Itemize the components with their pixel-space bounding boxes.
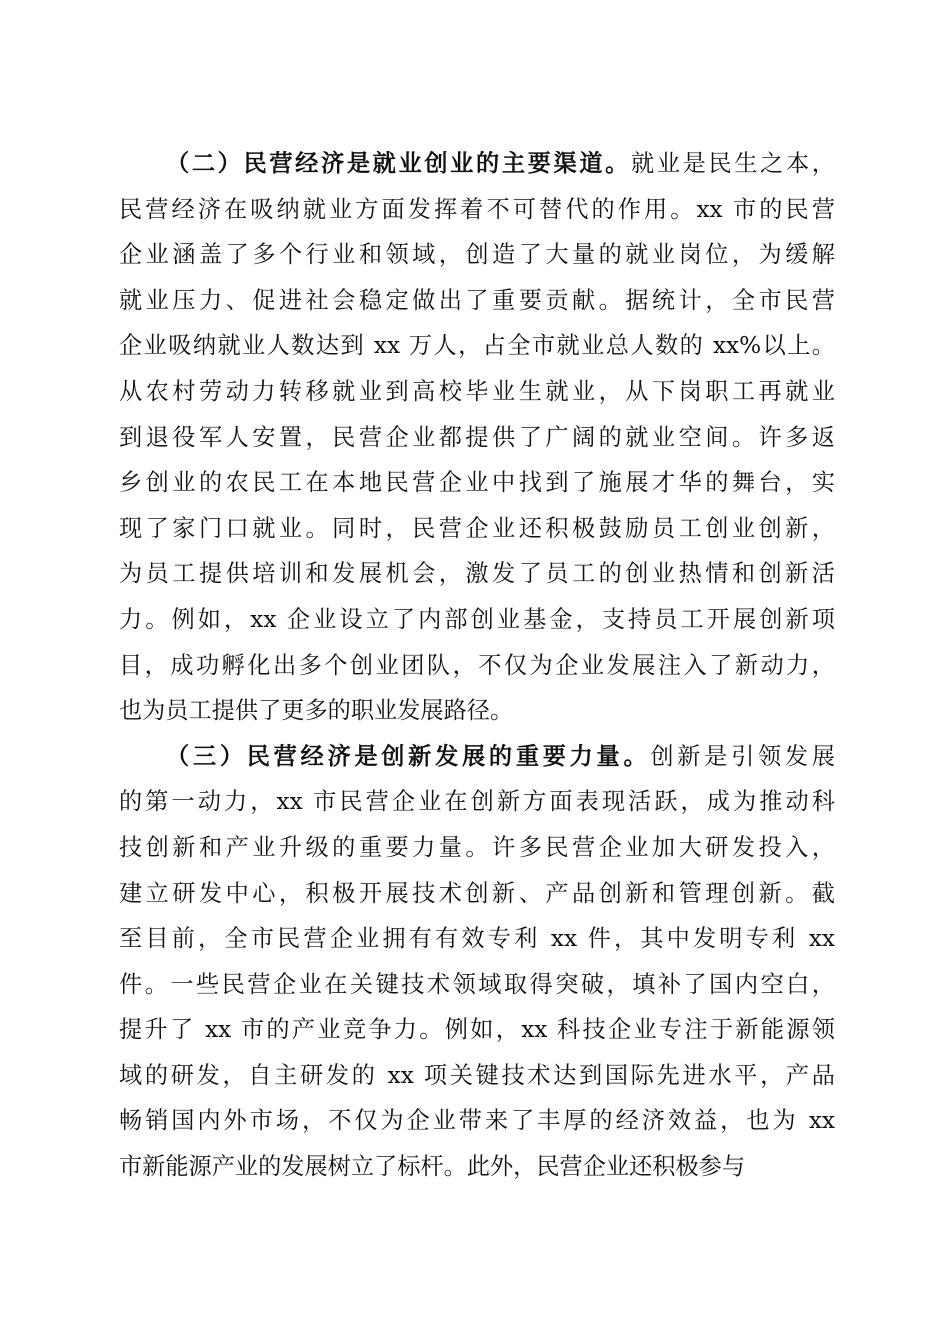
paragraph-line: 乡创业的农民工在本地民营企业中找到了施展才华的舞台，实: [119, 469, 835, 497]
paragraph-line: 建立研发中心，积极开展技术创新、产品创新和管理创新。截: [119, 879, 835, 907]
paragraph-line: 企业吸纳就业人数达到 xx 万人，占全市就业总人数的 xx%以上。: [119, 332, 835, 360]
paragraph-line: 民营经济在吸纳就业方面发挥着不可替代的作用。xx 市的民营: [119, 195, 835, 223]
paragraph-line: 力。例如，xx 企业设立了内部创业基金，支持员工开展创新项: [119, 605, 835, 633]
paragraph-innovation: [119, 734, 835, 1190]
document-body: [119, 141, 835, 1190]
paragraph-line: 就业压力、促进社会稳定做出了重要贡献。据统计，全市民营: [119, 286, 835, 314]
paragraph-line: 为员工提供培训和发展机会，激发了员工的创业热情和创新活: [119, 560, 835, 588]
paragraph-line: [119, 734, 835, 780]
paragraph-employment: [119, 141, 835, 734]
paragraph-line: 目，成功孵化出多个创业团队，不仅为企业发展注入了新动力，: [119, 651, 835, 679]
paragraph-line: 从农村劳动力转移就业到高校毕业生就业，从下岗职工再就业: [119, 377, 835, 405]
paragraph-line: 现了家门口就业。同时，民营企业还积极鼓励员工创业创新，: [119, 514, 835, 542]
paragraph-line: 企业涵盖了多个行业和领域，创造了大量的就业岗位，为缓解: [119, 241, 835, 269]
paragraph-line: 域的研发，自主研发的 xx 项关键技术达到国际先进水平，产品: [119, 1061, 835, 1089]
paragraph-line: 的第一动力，xx 市民营企业在创新方面表现活跃，成为推动科: [119, 788, 835, 816]
paragraph-line: 市新能源产业的发展树立了标杆。此外，民营企业还积极参与: [119, 1153, 746, 1181]
paragraph-line: 提升了 xx 市的产业竞争力。例如，xx 科技企业专注于新能源领: [119, 1016, 835, 1044]
paragraph-line: 件。一些民营企业在关键技术领域取得突破，填补了国内空白，: [119, 970, 835, 998]
paragraph-line: 到退役军人安置，民营企业都提供了广阔的就业空间。许多返: [119, 423, 835, 451]
paragraph-line: 畅销国内外市场，不仅为企业带来了丰厚的经济效益，也为 xx: [119, 1107, 835, 1135]
paragraph-line: [119, 141, 835, 187]
paragraph-heading: （二）民营经济是就业创业的主要渠道。: [166, 150, 631, 177]
paragraph-text: 就业是民生之本，: [630, 150, 835, 177]
paragraph-line: 技创新和产业升级的重要力量。许多民营企业加大研发投入，: [119, 833, 835, 861]
paragraph-heading: （三）民营经济是创新发展的重要力量。: [166, 742, 651, 770]
paragraph-line: 至目前，全市民营企业拥有有效专利 xx 件，其中发明专利 xx: [119, 925, 835, 953]
paragraph-line: 也为员工提供了更多的职业发展路径。: [119, 697, 514, 725]
paragraph-text: 创新是引领发展: [650, 742, 835, 770]
